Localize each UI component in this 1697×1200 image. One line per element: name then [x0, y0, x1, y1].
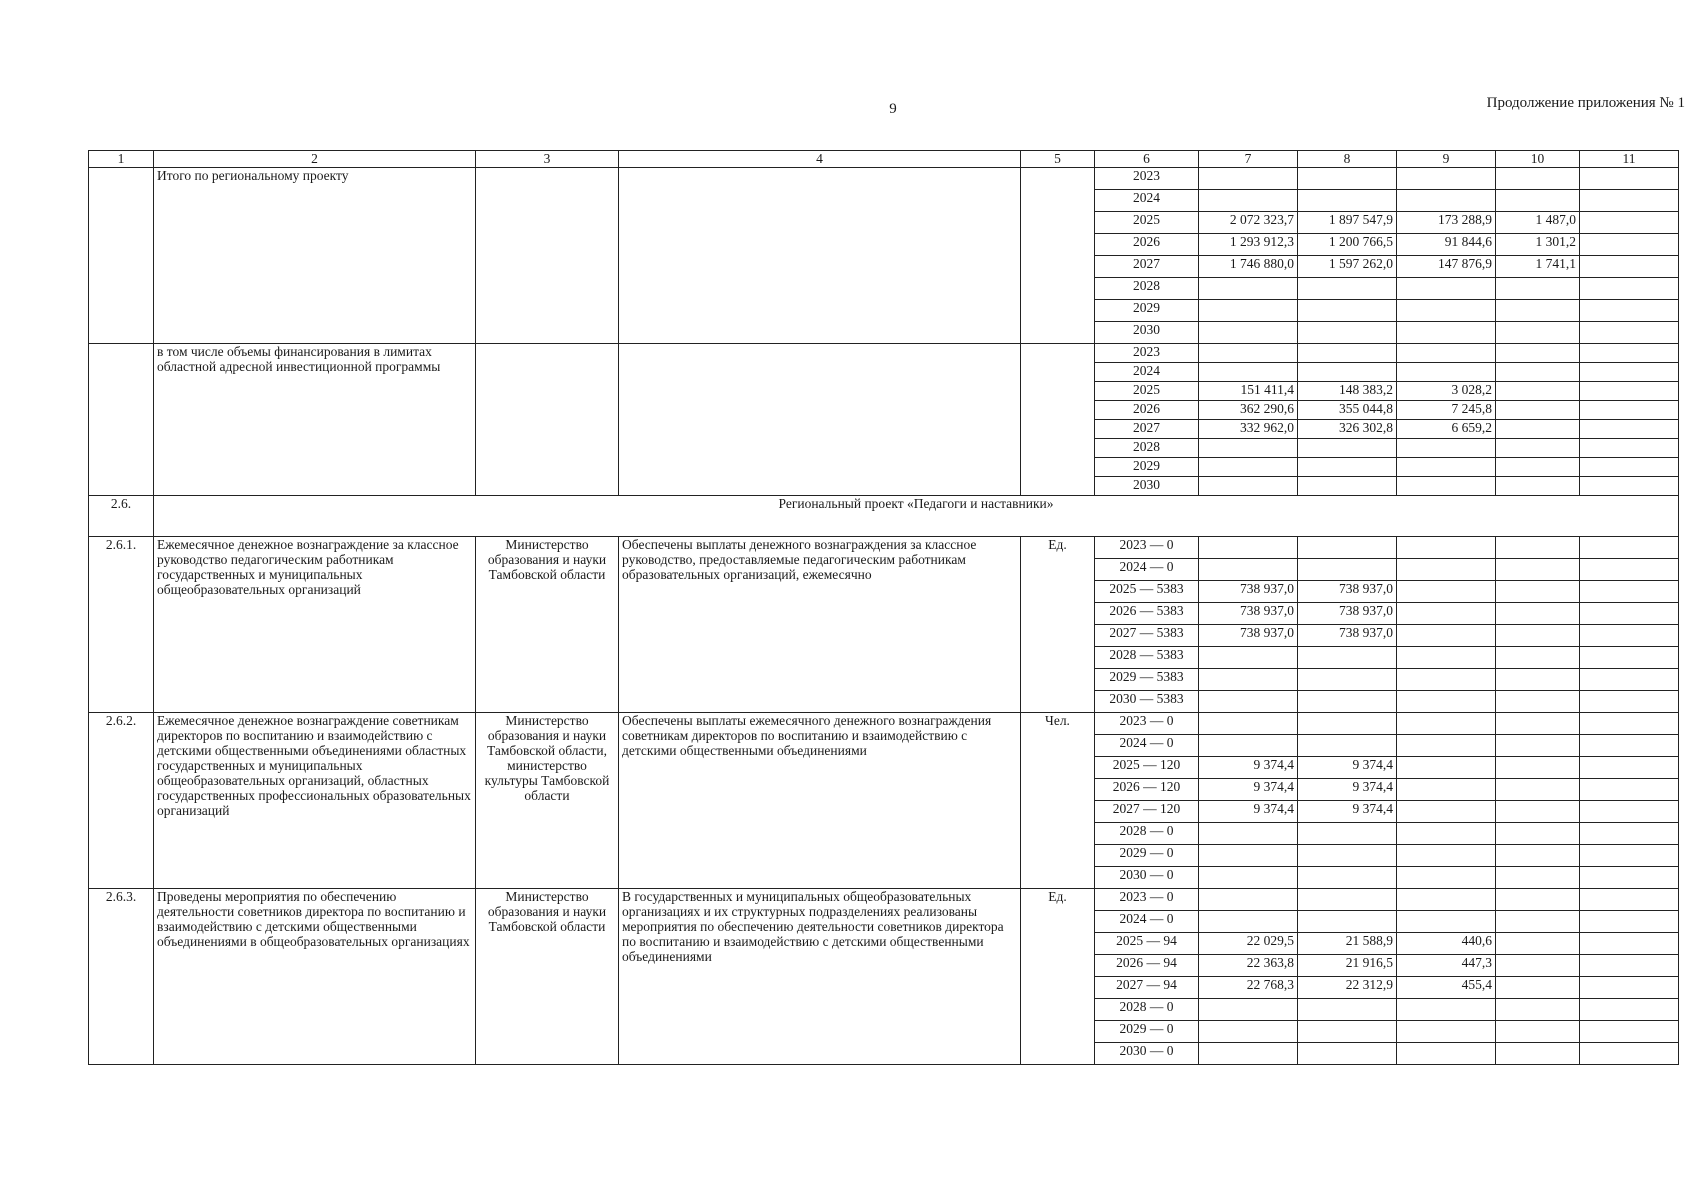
unit-cell: [1021, 168, 1095, 344]
amount-col-8: 148 383,2: [1298, 382, 1397, 401]
amount-col-8: [1298, 439, 1397, 458]
amount-col-7: 2 072 323,7: [1199, 212, 1298, 234]
amount-col-10: [1496, 911, 1580, 933]
amount-col-11: [1580, 322, 1679, 344]
column-header: 7: [1199, 151, 1298, 168]
amount-col-8: [1298, 322, 1397, 344]
amount-col-10: [1496, 420, 1580, 439]
year-value-cell: 2023 — 0: [1095, 889, 1199, 911]
amount-col-9: [1397, 669, 1496, 691]
year-value-cell: 2026 — 5383: [1095, 603, 1199, 625]
amount-col-10: [1496, 691, 1580, 713]
amount-col-10: [1496, 779, 1580, 801]
amount-col-11: [1580, 999, 1679, 1021]
amount-col-11: [1580, 691, 1679, 713]
amount-col-7: [1199, 713, 1298, 735]
amount-col-7: [1199, 691, 1298, 713]
amount-col-11: [1580, 647, 1679, 669]
amount-col-10: [1496, 999, 1580, 1021]
amount-col-10: [1496, 322, 1580, 344]
amount-col-8: 22 312,9: [1298, 977, 1397, 999]
year-value-cell: 2030: [1095, 322, 1199, 344]
amount-col-11: [1580, 581, 1679, 603]
unit-cell: Ед.: [1021, 889, 1095, 1065]
amount-col-10: [1496, 735, 1580, 757]
amount-col-9: [1397, 603, 1496, 625]
amount-col-8: [1298, 911, 1397, 933]
amount-col-8: [1298, 823, 1397, 845]
amount-col-11: [1580, 212, 1679, 234]
amount-col-8: 738 937,0: [1298, 603, 1397, 625]
amount-col-10: [1496, 581, 1580, 603]
amount-col-7: [1199, 669, 1298, 691]
amount-col-7: 22 768,3: [1199, 977, 1298, 999]
amount-col-9: 91 844,6: [1397, 234, 1496, 256]
column-header: 10: [1496, 151, 1580, 168]
year-value-cell: 2026: [1095, 401, 1199, 420]
year-value-cell: 2029: [1095, 458, 1199, 477]
amount-col-7: 9 374,4: [1199, 801, 1298, 823]
amount-col-8: [1298, 278, 1397, 300]
column-header: 3: [476, 151, 619, 168]
amount-col-8: [1298, 1021, 1397, 1043]
amount-col-8: 21 588,9: [1298, 933, 1397, 955]
amount-col-10: [1496, 933, 1580, 955]
amount-col-9: [1397, 322, 1496, 344]
amount-col-10: [1496, 845, 1580, 867]
amount-col-11: [1580, 801, 1679, 823]
amount-col-9: [1397, 801, 1496, 823]
executor-cell: Министерство образования и науки Тамбовской области: [476, 537, 619, 713]
amount-col-7: [1199, 559, 1298, 581]
amount-col-7: [1199, 458, 1298, 477]
page-number: 9: [889, 101, 897, 117]
amount-col-10: [1496, 537, 1580, 559]
amount-col-9: [1397, 911, 1496, 933]
amount-col-9: [1397, 757, 1496, 779]
amount-col-7: [1199, 911, 1298, 933]
amount-col-10: [1496, 477, 1580, 496]
amount-col-10: [1496, 669, 1580, 691]
amount-col-8: 326 302,8: [1298, 420, 1397, 439]
item-name-cell: в том числе объемы финансирования в лимитах областной адресной инвестиционной программы: [154, 344, 476, 496]
amount-col-9: 173 288,9: [1397, 212, 1496, 234]
amount-col-9: [1397, 1043, 1496, 1065]
amount-col-10: 1 301,2: [1496, 234, 1580, 256]
program-table: [88, 150, 1679, 1065]
amount-col-9: [1397, 537, 1496, 559]
amount-col-9: [1397, 779, 1496, 801]
amount-col-10: [1496, 401, 1580, 420]
amount-col-10: [1496, 559, 1580, 581]
item-name-cell: Ежемесячное денежное вознаграждение за классное руководство педагогическим работникам государственных и муниципальных общеобразовательных организаций: [154, 537, 476, 713]
amount-col-11: [1580, 713, 1679, 735]
amount-col-9: [1397, 647, 1496, 669]
amount-col-10: [1496, 801, 1580, 823]
amount-col-8: [1298, 735, 1397, 757]
item-code-cell: [89, 168, 154, 344]
amount-col-10: [1496, 889, 1580, 911]
year-value-cell: 2026 — 94: [1095, 955, 1199, 977]
result-cell: Обеспечены выплаты денежного вознаграждения за классное руководство, предоставляемые педагогическим работникам образовательных организаций, ежемесячно: [619, 537, 1021, 713]
item-code-cell: 2.6.2.: [89, 713, 154, 889]
amount-col-9: [1397, 867, 1496, 889]
amount-col-9: [1397, 823, 1496, 845]
amount-col-9: [1397, 1021, 1496, 1043]
amount-col-9: [1397, 344, 1496, 363]
table-row: [89, 344, 1679, 363]
amount-col-8: [1298, 300, 1397, 322]
amount-col-10: [1496, 713, 1580, 735]
amount-col-9: 447,3: [1397, 955, 1496, 977]
amount-col-7: [1199, 735, 1298, 757]
amount-col-8: [1298, 669, 1397, 691]
amount-col-7: 151 411,4: [1199, 382, 1298, 401]
result-cell: [619, 168, 1021, 344]
amount-col-10: 1 487,0: [1496, 212, 1580, 234]
amount-col-8: 1 200 766,5: [1298, 234, 1397, 256]
amount-col-9: [1397, 581, 1496, 603]
amount-col-8: [1298, 559, 1397, 581]
unit-cell: Чел.: [1021, 713, 1095, 889]
amount-col-9: [1397, 477, 1496, 496]
amount-col-7: [1199, 999, 1298, 1021]
year-value-cell: 2028: [1095, 439, 1199, 458]
year-value-cell: 2025 — 5383: [1095, 581, 1199, 603]
executor-cell: Министерство образования и науки Тамбовской области, министерство культуры Тамбовской области: [476, 713, 619, 889]
amount-col-8: 9 374,4: [1298, 779, 1397, 801]
amount-col-9: [1397, 999, 1496, 1021]
year-value-cell: 2029: [1095, 300, 1199, 322]
amount-col-11: [1580, 823, 1679, 845]
amount-col-8: [1298, 845, 1397, 867]
amount-col-9: [1397, 713, 1496, 735]
amount-col-8: [1298, 168, 1397, 190]
amount-col-11: [1580, 779, 1679, 801]
year-value-cell: 2029 — 0: [1095, 1021, 1199, 1043]
item-name-cell: Ежемесячное денежное вознаграждение советникам директоров по воспитанию и взаимодействию с детскими общественными объединениями областных государственных и муниципальных общеобразовательных организаций, областных государственных профессиональных образовательных организаций: [154, 713, 476, 889]
amount-col-8: 1 897 547,9: [1298, 212, 1397, 234]
table-row: [89, 537, 1679, 559]
column-header: 8: [1298, 151, 1397, 168]
amount-col-8: [1298, 999, 1397, 1021]
amount-col-11: [1580, 382, 1679, 401]
year-value-cell: 2028 — 0: [1095, 999, 1199, 1021]
amount-col-9: 455,4: [1397, 977, 1496, 999]
amount-col-8: 21 916,5: [1298, 955, 1397, 977]
table-row: [89, 713, 1679, 735]
amount-col-11: [1580, 867, 1679, 889]
amount-col-10: [1496, 1021, 1580, 1043]
year-value-cell: 2025 — 120: [1095, 757, 1199, 779]
executor-cell: Министерство образования и науки Тамбовской области: [476, 889, 619, 1065]
amount-col-7: [1199, 477, 1298, 496]
amount-col-7: 738 937,0: [1199, 603, 1298, 625]
item-name-cell: Итого по региональному проекту: [154, 168, 476, 344]
amount-col-7: [1199, 1021, 1298, 1043]
amount-col-11: [1580, 256, 1679, 278]
amount-col-11: [1580, 477, 1679, 496]
amount-col-9: 6 659,2: [1397, 420, 1496, 439]
year-value-cell: 2026: [1095, 234, 1199, 256]
amount-col-9: 147 876,9: [1397, 256, 1496, 278]
section-row: [89, 496, 1679, 537]
amount-col-11: [1580, 757, 1679, 779]
year-value-cell: 2023 — 0: [1095, 713, 1199, 735]
amount-col-9: 7 245,8: [1397, 401, 1496, 420]
amount-col-10: [1496, 647, 1580, 669]
amount-col-7: [1199, 322, 1298, 344]
year-value-cell: 2027 — 5383: [1095, 625, 1199, 647]
unit-cell: Ед.: [1021, 537, 1095, 713]
amount-col-10: [1496, 168, 1580, 190]
year-value-cell: 2023 — 0: [1095, 537, 1199, 559]
year-value-cell: 2027: [1095, 420, 1199, 439]
item-code-cell: 2.6.1.: [89, 537, 154, 713]
year-value-cell: 2028: [1095, 278, 1199, 300]
amount-col-9: [1397, 889, 1496, 911]
year-value-cell: 2023: [1095, 168, 1199, 190]
amount-col-11: [1580, 1043, 1679, 1065]
table-row: [89, 168, 1679, 190]
unit-cell: [1021, 344, 1095, 496]
amount-col-11: [1580, 845, 1679, 867]
column-header: 5: [1021, 151, 1095, 168]
appendix-continuation-note: Продолжение приложения № 1: [1486, 95, 1685, 111]
amount-col-8: [1298, 537, 1397, 559]
year-value-cell: 2029 — 5383: [1095, 669, 1199, 691]
amount-col-10: [1496, 363, 1580, 382]
year-value-cell: 2030 — 0: [1095, 867, 1199, 889]
year-value-cell: 2025: [1095, 382, 1199, 401]
amount-col-9: 440,6: [1397, 933, 1496, 955]
amount-col-11: [1580, 439, 1679, 458]
amount-col-11: [1580, 458, 1679, 477]
amount-col-11: [1580, 278, 1679, 300]
year-value-cell: 2030 — 5383: [1095, 691, 1199, 713]
amount-col-10: [1496, 1043, 1580, 1065]
year-value-cell: 2030 — 0: [1095, 1043, 1199, 1065]
result-cell: [619, 344, 1021, 496]
amount-col-10: [1496, 344, 1580, 363]
amount-col-11: [1580, 933, 1679, 955]
executor-cell: [476, 344, 619, 496]
amount-col-7: 362 290,6: [1199, 401, 1298, 420]
year-value-cell: 2027 — 94: [1095, 977, 1199, 999]
section-title-cell: Региональный проект «Педагоги и наставники»: [154, 496, 1679, 537]
year-value-cell: 2030: [1095, 477, 1199, 496]
amount-col-10: [1496, 977, 1580, 999]
year-value-cell: 2024 — 0: [1095, 559, 1199, 581]
amount-col-8: [1298, 889, 1397, 911]
amount-col-10: [1496, 867, 1580, 889]
amount-col-7: [1199, 344, 1298, 363]
amount-col-8: [1298, 190, 1397, 212]
amount-col-10: [1496, 439, 1580, 458]
amount-col-11: [1580, 168, 1679, 190]
amount-col-7: 1 293 912,3: [1199, 234, 1298, 256]
amount-col-10: 1 741,1: [1496, 256, 1580, 278]
amount-col-11: [1580, 911, 1679, 933]
amount-col-9: [1397, 559, 1496, 581]
result-cell: Обеспечены выплаты ежемесячного денежного вознаграждения советникам директоров по воспитанию и взаимодействию с детскими общественными объединениями: [619, 713, 1021, 889]
amount-col-11: [1580, 1021, 1679, 1043]
amount-col-11: [1580, 234, 1679, 256]
amount-col-8: [1298, 647, 1397, 669]
year-value-cell: 2027 — 120: [1095, 801, 1199, 823]
amount-col-8: [1298, 344, 1397, 363]
amount-col-7: [1199, 278, 1298, 300]
amount-col-10: [1496, 955, 1580, 977]
amount-col-7: 332 962,0: [1199, 420, 1298, 439]
amount-col-8: 9 374,4: [1298, 757, 1397, 779]
section-code-cell: 2.6.: [89, 496, 154, 537]
amount-col-7: [1199, 845, 1298, 867]
amount-col-11: [1580, 420, 1679, 439]
amount-col-7: [1199, 823, 1298, 845]
amount-col-10: [1496, 823, 1580, 845]
item-code-cell: 2.6.3.: [89, 889, 154, 1065]
amount-col-9: [1397, 363, 1496, 382]
amount-col-8: [1298, 713, 1397, 735]
amount-col-8: [1298, 867, 1397, 889]
year-value-cell: 2025: [1095, 212, 1199, 234]
amount-col-7: 22 029,5: [1199, 933, 1298, 955]
amount-col-9: [1397, 625, 1496, 647]
amount-col-7: 738 937,0: [1199, 625, 1298, 647]
amount-col-9: 3 028,2: [1397, 382, 1496, 401]
amount-col-7: [1199, 537, 1298, 559]
result-cell: В государственных и муниципальных общеобразовательных организациях и их структурных подразделениях реализованы мероприятия по обеспечению деятельности советников директора по воспитанию и взаимодействию с детскими общественными объединениями: [619, 889, 1021, 1065]
amount-col-8: 1 597 262,0: [1298, 256, 1397, 278]
year-value-cell: 2024: [1095, 190, 1199, 212]
amount-col-11: [1580, 344, 1679, 363]
year-value-cell: 2029 — 0: [1095, 845, 1199, 867]
amount-col-9: [1397, 845, 1496, 867]
amount-col-7: [1199, 867, 1298, 889]
column-header: 2: [154, 151, 476, 168]
amount-col-11: [1580, 625, 1679, 647]
year-value-cell: 2025 — 94: [1095, 933, 1199, 955]
amount-col-11: [1580, 669, 1679, 691]
amount-col-7: [1199, 647, 1298, 669]
column-number-row: [89, 151, 1679, 168]
amount-col-7: 9 374,4: [1199, 779, 1298, 801]
amount-col-9: [1397, 458, 1496, 477]
amount-col-10: [1496, 603, 1580, 625]
amount-col-7: 1 746 880,0: [1199, 256, 1298, 278]
year-value-cell: 2028 — 5383: [1095, 647, 1199, 669]
amount-col-8: [1298, 363, 1397, 382]
amount-col-10: [1496, 300, 1580, 322]
item-code-cell: [89, 344, 154, 496]
year-value-cell: 2024: [1095, 363, 1199, 382]
amount-col-8: [1298, 458, 1397, 477]
amount-col-11: [1580, 889, 1679, 911]
amount-col-11: [1580, 735, 1679, 757]
amount-col-9: [1397, 168, 1496, 190]
amount-col-7: [1199, 168, 1298, 190]
amount-col-7: 738 937,0: [1199, 581, 1298, 603]
amount-col-7: [1199, 439, 1298, 458]
column-header: 6: [1095, 151, 1199, 168]
amount-col-10: [1496, 278, 1580, 300]
amount-col-11: [1580, 955, 1679, 977]
amount-col-9: [1397, 190, 1496, 212]
amount-col-10: [1496, 382, 1580, 401]
year-value-cell: 2024 — 0: [1095, 735, 1199, 757]
table-body: [89, 151, 1679, 1065]
year-value-cell: 2027: [1095, 256, 1199, 278]
amount-col-7: 22 363,8: [1199, 955, 1298, 977]
amount-col-10: [1496, 190, 1580, 212]
amount-col-9: [1397, 278, 1496, 300]
year-value-cell: 2024 — 0: [1095, 911, 1199, 933]
amount-col-11: [1580, 603, 1679, 625]
amount-col-10: [1496, 458, 1580, 477]
amount-col-8: [1298, 1043, 1397, 1065]
amount-col-8: 355 044,8: [1298, 401, 1397, 420]
amount-col-11: [1580, 559, 1679, 581]
amount-col-7: [1199, 300, 1298, 322]
amount-col-11: [1580, 401, 1679, 420]
amount-col-7: [1199, 1043, 1298, 1065]
amount-col-11: [1580, 190, 1679, 212]
amount-col-9: [1397, 735, 1496, 757]
amount-col-10: [1496, 625, 1580, 647]
amount-col-7: [1199, 190, 1298, 212]
amount-col-11: [1580, 300, 1679, 322]
amount-col-9: [1397, 300, 1496, 322]
amount-col-9: [1397, 691, 1496, 713]
amount-col-10: [1496, 757, 1580, 779]
amount-col-8: 9 374,4: [1298, 801, 1397, 823]
column-header: 11: [1580, 151, 1679, 168]
amount-col-11: [1580, 537, 1679, 559]
year-value-cell: 2023: [1095, 344, 1199, 363]
amount-col-9: [1397, 439, 1496, 458]
column-header: 9: [1397, 151, 1496, 168]
year-value-cell: 2028 — 0: [1095, 823, 1199, 845]
amount-col-8: 738 937,0: [1298, 581, 1397, 603]
amount-col-7: 9 374,4: [1199, 757, 1298, 779]
amount-col-8: [1298, 477, 1397, 496]
amount-col-11: [1580, 363, 1679, 382]
amount-col-7: [1199, 363, 1298, 382]
column-header: 1: [89, 151, 154, 168]
amount-col-8: [1298, 691, 1397, 713]
column-header: 4: [619, 151, 1021, 168]
amount-col-11: [1580, 977, 1679, 999]
amount-col-7: [1199, 889, 1298, 911]
executor-cell: [476, 168, 619, 344]
item-name-cell: Проведены мероприятия по обеспечению деятельности советников директора по воспитанию и взаимодействию с детскими общественными объединениями в общеобразовательных организациях: [154, 889, 476, 1065]
year-value-cell: 2026 — 120: [1095, 779, 1199, 801]
amount-col-8: 738 937,0: [1298, 625, 1397, 647]
table-row: [89, 889, 1679, 911]
